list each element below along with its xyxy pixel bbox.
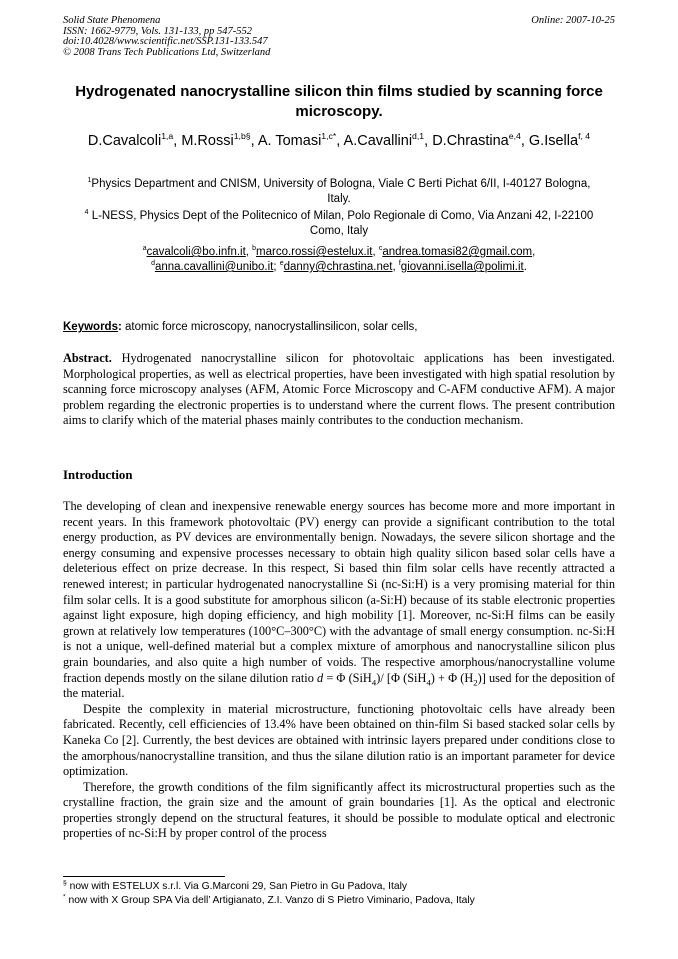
online-date: Online: 2007-10-25 (531, 15, 615, 26)
affiliation-bologna: $^1$Physics Department and CNISM, University of Bologna, Viale C Berti Pichat 6/II, I-40127 Bologna, Italy. (87, 177, 591, 205)
email-link[interactable]: danny@chrastina.net (283, 261, 393, 273)
author: D.Chrastina$^{e,4}$, (432, 131, 529, 149)
journal-name: Solid State Phenomena (63, 15, 161, 26)
introduction-body (63, 499, 615, 842)
paragraph: Therefore, the growth conditions of the film significantly affect its microstructural properties such as the crystalline fraction, the grain size and the amount of grain boundaries [1]. As the optical and electronic properties strongly depend on the structural features, it should be possible to modulate optical and electronic properties of nc-Si:H by proper control of the process (63, 779, 615, 841)
affiliation-milan: $^4$ L-NESS, Physics Dept of the Politecnico of Milan, Polo Regionale di Como, Via Anzani 42, I-22100 Como, Italy (84, 209, 594, 237)
abstract (63, 351, 615, 429)
paragraph: Despite the complexity in material microstructure, functioning photovoltaic cells have already been fabricated. Recently, cell efficiencies of 13.4% have been obtained on thin-film Si based stacked solar cells by Kaneka Co [2]. Currently, the best devices are obtained with intrinsic layers prepared under conditions close to the amorphous/nanocrystalline transition, and thus the silane dilution ratio is an important parameter for device optimization. (63, 701, 615, 779)
keywords-label: Keywords (63, 321, 118, 333)
section-heading-introduction: Introduction (63, 468, 133, 482)
email-link[interactable]: anna.cavallini@unibo.it (154, 261, 274, 273)
email-link[interactable]: cavalcoli@bo.infn.it (146, 246, 246, 258)
author: A.Cavallini$^{d,1}$, (343, 131, 433, 149)
doi-line: doi:10.4028/www.scientific.net/SSP.131-133.547 (63, 36, 268, 48)
author: M.Rossi$^{1,b\S}$, (181, 131, 258, 149)
email-link[interactable]: marco.rossi@estelux.it (256, 246, 373, 258)
journal-header (63, 16, 615, 58)
author: G.Isella$^{f, 4}$ (528, 131, 591, 149)
paper-title: Hydrogenated nanocrystalline silicon thin films studied by scanning force microscopy. (75, 83, 603, 120)
footnote-divider (63, 876, 225, 877)
email-link[interactable]: giovanni.isella@polimi.it (400, 261, 524, 273)
footnotes (63, 880, 615, 908)
author-list (75, 132, 603, 152)
keywords: Keywords: atomic force microscopy, nanocrystallinsilicon, solar cells, (63, 321, 418, 333)
abstract-label: Abstract. (63, 351, 112, 365)
copyright-line: © 2008 Trans Tech Publications Ltd, Switzerland (63, 46, 271, 58)
keywords-text: atomic force microscopy, nanocrystallinsilicon, solar cells, (121, 321, 418, 333)
issn-line: ISSN: 1662-9779, Vols. 131-133, pp 547-552 (63, 25, 252, 37)
author: A. Tomasi$^{1,c*}$, (257, 131, 344, 149)
footnote: § now with ESTELUX s.r.l. Via G.Marconi 29, San Pietro in Gu Padova, Italy (63, 879, 408, 892)
author-emails: $^a$cavalcoli@bo.infn.it, $^b$marco.rossi@estelux.it, $^c$andrea.tomasi82@gmail.com, $^d$anna.cavallini@unibo.it; $^e$danny@chrastina.net, $^f$giovanni.isella@polimi.it. (142, 245, 536, 273)
author: D.Cavalcoli$^{1,a}$, (87, 131, 182, 149)
abstract-text: Hydrogenated nanocrystalline silicon for photovoltaic applications has been investigated. Morphological properties, as well as electrical properties, have been investigated with high spatial resolution by scanning force microscopy analyses (AFM, Atomic Force Microscopy and C-AFM conductive AFM). A major problem regarding the electronic properties is to understand where the current flows. The present contribution aims to clarify which of the material phases mainly contributes to the conduction mechanism. (63, 351, 615, 428)
email-link[interactable]: andrea.tomasi82@gmail.com (382, 246, 533, 258)
footnote: * now with X Group SPA Via dell’ Artigianato, Z.I. Vanzo di S Pietro Viminario, Padova, Italy (63, 893, 475, 906)
paragraph: The developing of clean and inexpensive renewable energy sources has become more and more important in recent years. In this framework photovoltaic (PV) energy can provide a significant contribution to the total energy production, as PV devices are environmentally benign. Nowadays, the severe silicon shortage and the energy consuming and expensive processes necessary to obtain high quality silicon based solar cells have a deleterious effect on prize decrease. In this respect, Si based thin film solar cells have recently attracted a renewed interest; in particular hydrogenated nanocrystalline Si (nc-Si:H) is a very promising material for thin film solar cells. It is a good substitute for amorphous silicon (a-Si:H) because of its stable electronic properties against light exposure, high doping efficiency, and high mobility [1]. Moreover, nc-Si:H films can be easily grown at relatively low temperatures (100°C–300°C) with the advantage of small energy consumption. nc-Si:H is not a unique, well-defined material but a complex mixture of amorphous and nanocrystalline silicon plus grain boundaries, and also quite a high number of voids. The respective amorphous/nanocrystalline volume fraction depends mostly on the silane dilution ratio d = Φ (SiH$_4$)/ [Φ (SiH$_4$) + Φ $(H_2)$] used for the deposition of the material. (63, 499, 615, 701)
